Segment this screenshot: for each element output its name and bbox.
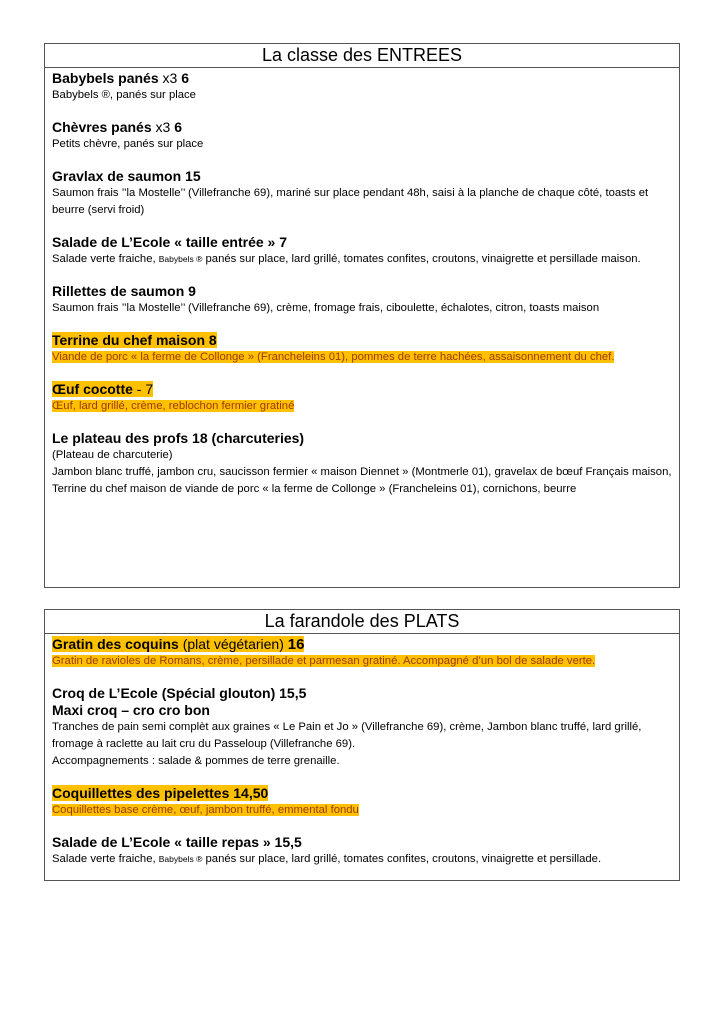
item-qty: x3 bbox=[158, 70, 182, 86]
item-description: Tranches de pain semi complèt aux graines « Le Pain et Jo » (Villefranche 69), crème, Jambon blanc truffé, lard grillé, fromage à raclette au lait cru du Passeloup (Villefranche 69). bbox=[52, 721, 642, 750]
item-description: Coquillettes base crème, œuf, jambon truffé, emmental fondu bbox=[52, 804, 359, 816]
item-description: Salade verte fraiche, Babybels ® panés sur place, lard grillé, tomates confites, croutons, vinaigrette et persillade. bbox=[52, 853, 602, 865]
item-description: Babybels ®, panés sur place bbox=[52, 89, 196, 101]
menu-item bbox=[52, 283, 679, 317]
item-description: Saumon frais ’’la Mostelle’’ (Villefranche 69), crème, fromage frais, ciboulette, échalotes, citron, toasts maison bbox=[52, 302, 600, 314]
item-accompaniments: Accompagnements : salade & pommes de terre grenaille. bbox=[52, 755, 340, 767]
item-note: (plat végétarien) bbox=[178, 636, 288, 652]
brand-babybels: Babybels ® bbox=[158, 254, 203, 264]
item-description: Petits chèvre, panés sur place bbox=[52, 138, 204, 150]
item-name: Rillettes de saumon 9 bbox=[52, 283, 196, 299]
menu-item bbox=[52, 430, 679, 498]
item-description: Salade verte fraiche, Babybels ® panés sur place, lard grillé, tomates confites, croutons, vinaigrette et persillade maison. bbox=[52, 253, 641, 265]
entrees-title: La classe des ENTREES bbox=[45, 44, 679, 68]
menu-item-highlighted bbox=[52, 636, 679, 670]
menu-item bbox=[52, 234, 679, 268]
menu-item-highlighted bbox=[52, 785, 679, 819]
item-name: Salade de L’Ecole « taille repas » 15,5 bbox=[52, 834, 302, 850]
menu-item bbox=[52, 70, 679, 104]
item-name: Gravlax de saumon 15 bbox=[52, 168, 201, 184]
item-description: Gratin de ravioles de Romans, crème, persillade et parmesan gratiné. Accompagné d’un bol de salade verte. bbox=[52, 655, 596, 667]
item-subtitle: (Plateau de charcuterie) bbox=[52, 449, 173, 461]
item-price: - 7 bbox=[132, 381, 154, 397]
item-name: Le plateau des profs 18 (charcuteries) bbox=[52, 430, 305, 446]
item-name: Salade de L’Ecole « taille entrée » 7 bbox=[52, 234, 288, 250]
menu-item-highlighted bbox=[52, 381, 679, 415]
item-name: Terrine du chef maison 8 bbox=[52, 332, 217, 348]
item-price: 16 bbox=[287, 636, 305, 653]
brand-babybels: Babybels ® bbox=[158, 854, 203, 864]
item-description: Viande de porc « la ferme de Collonge » (Francheleins 01), pommes de terre hachées, assaisonnement du chef. bbox=[52, 351, 615, 363]
plats-section bbox=[44, 609, 680, 881]
item-name: Chèvres panés bbox=[52, 119, 152, 135]
menu-item bbox=[52, 119, 679, 153]
item-name: Croq de L’Ecole (Spécial glouton) 15,5 bbox=[52, 685, 307, 701]
entrees-section bbox=[44, 43, 680, 588]
item-name: Œuf cocotte bbox=[52, 381, 133, 397]
menu-item bbox=[52, 168, 679, 219]
menu-item-highlighted bbox=[52, 332, 679, 366]
menu-item bbox=[52, 685, 679, 770]
item-description: Œuf, lard grillé, crème, reblochon fermier gratiné bbox=[52, 400, 295, 412]
item-description: Jambon blanc truffé, jambon cru, saucisson fermier « maison Diennet » (Montmerle 01), gravelax de bœuf Français maison, Terrine du chef maison de viande de porc « la ferme de Collonge » (Francheleins 01), cornichons, beurre bbox=[52, 466, 672, 495]
menu-item bbox=[52, 834, 679, 868]
item-name: Gratin des coquins bbox=[52, 636, 179, 652]
item-qty: x3 bbox=[151, 119, 175, 135]
item-name: Coquillettes des pipelettes 14,50 bbox=[52, 785, 269, 801]
item-name-secondary: Maxi croq – cro cro bon bbox=[52, 702, 210, 718]
item-price: 6 bbox=[174, 119, 182, 135]
item-name: Babybels panés bbox=[52, 70, 159, 86]
item-price: 6 bbox=[181, 70, 189, 86]
item-description: Saumon frais ’’la Mostelle’’ (Villefranche 69), mariné sur place pendant 48h, saisi à la planche de chaque côté, toasts et beurre (servi froid) bbox=[52, 187, 649, 216]
plats-title: La farandole des PLATS bbox=[45, 610, 679, 634]
